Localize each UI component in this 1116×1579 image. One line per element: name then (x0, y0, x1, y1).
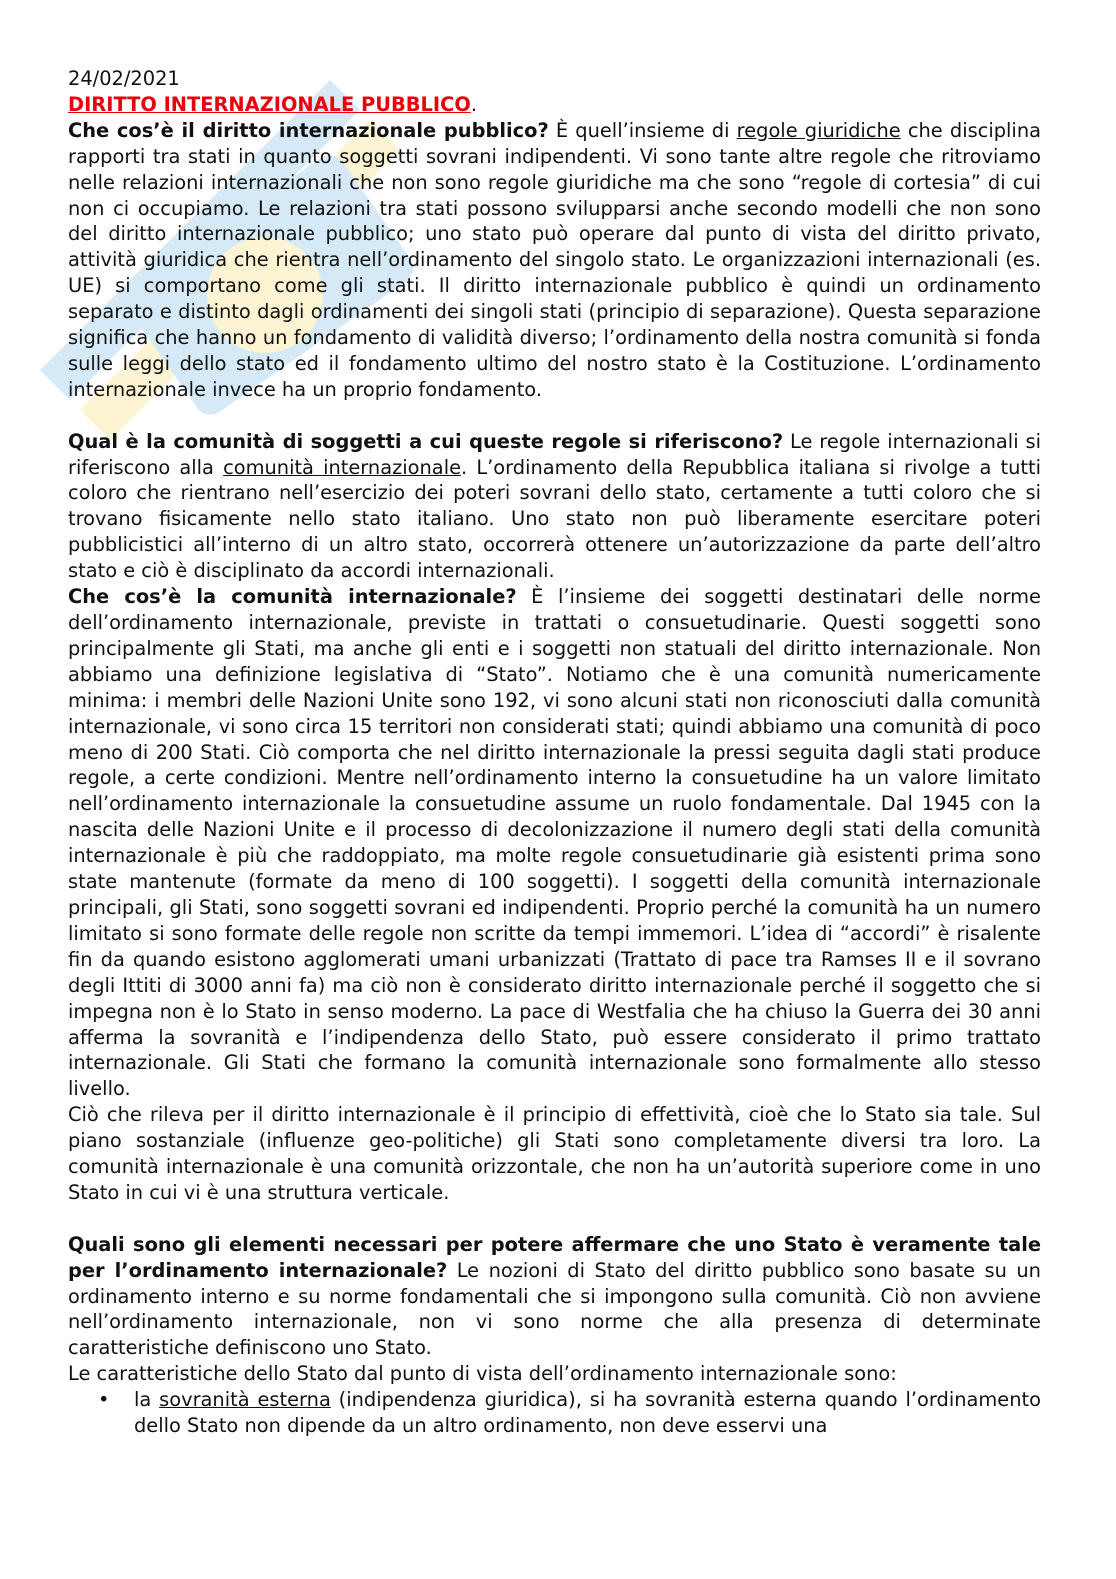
list-item (68, 1387, 1041, 1439)
p1-text-b: che disciplina rapporti tra stati in quanto soggetti sovrani indipendenti. Vi sono tante altre regole che ritroviamo nelle relazioni internazionali che non sono regole giuridiche ma che sono “regole di cortesia” di cui non ci occupiamo. Le relazioni tra stati possono svilupparsi anche secondo modelli che non sono del diritto internazionale pubblico; uno stato può operare dal punto di vista del diritto privato, attività giuridica che rientra nell’ordinamento del singolo stato. Le organizzazioni internazionali (es. UE) si comportano come gli stati. Il diritto internazionale pubblico è quindi un ordinamento separato e distinto dagli ordinamenti dei singoli stati (principio di separazione). Questa separazione significa che hanno un fondamento di validità diverso; l’ordinamento della nostra comunità si fonda sulle leggi dello stato ed il fondamento ultimo del nostro stato è la Costituzione. L’ordinamento internazionale invece ha un proprio fondamento. (68, 118, 1041, 401)
question-2: Qual è la comunità di soggetti a cui queste regole si riferiscono? (68, 429, 784, 453)
document-page (68, 66, 1041, 1439)
bullet1-text-b: (indipendenza giuridica), si ha sovranità esterna quando l’ordinamento dello Stato non dipende da un altro ordinamento, non deve esservi una (134, 1388, 1041, 1438)
document-title-line (68, 92, 1041, 118)
p2-text-b: . L’ordinamento della Repubblica italiana si rivolge a tutti coloro che rientrano nell’esercizio dei poteri sovrani dello stato, certamente a tutti coloro che si trovano fisicamente nello stato italiano. Uno stato non può liberamente esercitare poteri pubblicistici all’interno di un altro stato, occorrerà ottenere un’autorizzazione da parte dell’altro stato e ciò è disciplinato da accordi internazionali. (68, 455, 1041, 583)
p3-text: È l’insieme dei soggetti destinatari delle norme dell’ordinamento internazionale, previste in trattati o consuetudinarie. Questi soggetti sono principalmente gli Stati, ma anche gli enti e i soggetti non statuali del diritto internazionale. Non abbiamo una definizione legislativa di “Stato”. Notiamo che è una comunità numericamente minima: i membri delle Nazioni Unite sono 192, vi sono alcuni stati non riconosciuti dalla comunità internazionale, vi sono circa 15 territori non considerati stati; quindi abbiamo una comunità di poco meno di 200 Stati. Ciò comporta che nel diritto internazionale la pressi seguita dagli stati produce regole, a certe condizioni. Mentre nell’ordinamento interno la consuetudine ha un valore limitato nell’ordinamento internazionale la consuetudine assume un ruolo fondamentale. Dal 1945 con la nascita delle Nazioni Unite e il processo di decolonizzazione il numero degli stati della comunità internazionale è più che raddoppiato, ma molte regole consuetudinarie già esistenti prima sono state mantenute (formate da meno di 100 soggetti). I soggetti della comunità internazionale principali, gli Stati, sono soggetti sovrani ed indipendenti. Proprio perché la comunità ha un numero limitato si sono formate delle regole non scritte da tempi immemori. L’idea di “accordi” è risalente fin da quando esistono agglomerati umani urbanizzati (Trattato di pace tra Ramses II e il sovrano degli Ittiti di 3000 anni fa) ma ciò non è considerato diritto internazionale perché il soggetto che si impegna non è lo Stato in senso moderno. La pace di Westfalia che ha chiuso la Guerra dei 30 anni afferma la sovranità e l’indipendenza dello Stato, può essere considerato il primo trattato internazionale. Gli Stati che formano la comunità internazionale sono formalmente allo stesso livello. (68, 585, 1041, 1101)
bullet-marker: • (98, 1388, 110, 1412)
question-3: Che cos’è la comunità internazionale? (68, 585, 517, 609)
bullet1-text-a: la (134, 1388, 160, 1412)
p1-text-a: È quell’insieme di (548, 118, 737, 142)
document-title: DIRITTO INTERNAZIONALE PUBBLICO (68, 92, 471, 116)
paragraph-6: Le caratteristiche dello Stato dal punto di vista dell’ordinamento internazionale sono: (68, 1362, 897, 1386)
title-period: . (470, 92, 477, 116)
paragraph-2 (68, 429, 1041, 584)
paragraph-1 (68, 118, 1041, 403)
question-1: Che cos’è il diritto internazionale pubblico? (68, 118, 549, 142)
p2-text-a: Le regole internazionali si riferiscono alla (68, 429, 1041, 479)
p5-text: Le nozioni di Stato del diritto pubblico sono basate su un ordinamento interno e su norme fondamentali che si impongono sulla comunità. Ciò non avviene nell’ordinamento internazionale, non vi sono norme che alla presenza di determinate caratteristiche definiscono uno Stato. (68, 1258, 1041, 1360)
paragraph-3 (68, 584, 1041, 1102)
paragraph-4: Ciò che rileva per il diritto internazionale è il principio di effettività, cioè che lo Stato sia tale. Sul piano sostanziale (influenze geo-politiche) gli Stati sono completamente diversi tra loro. La comunità internazionale è una comunità orizzontale, che non ha un’autorità superiore come in uno Stato in cui vi è una struttura verticale. (68, 1103, 1041, 1204)
spacer (68, 1206, 1041, 1232)
document-date: 24/02/2021 (68, 67, 180, 90)
p2-underlined: comunità internazionale (223, 455, 462, 479)
paragraph-5 (68, 1232, 1041, 1362)
p1-underlined: regole giuridiche (736, 118, 901, 142)
bullet1-underlined: sovranità esterna (159, 1388, 331, 1412)
characteristics-list (68, 1387, 1041, 1439)
question-4: Quali sono gli elementi necessari per potere affermare che uno Stato è veramente tale per l’ordinamento internazionale? (68, 1232, 1041, 1282)
spacer (68, 403, 1041, 429)
